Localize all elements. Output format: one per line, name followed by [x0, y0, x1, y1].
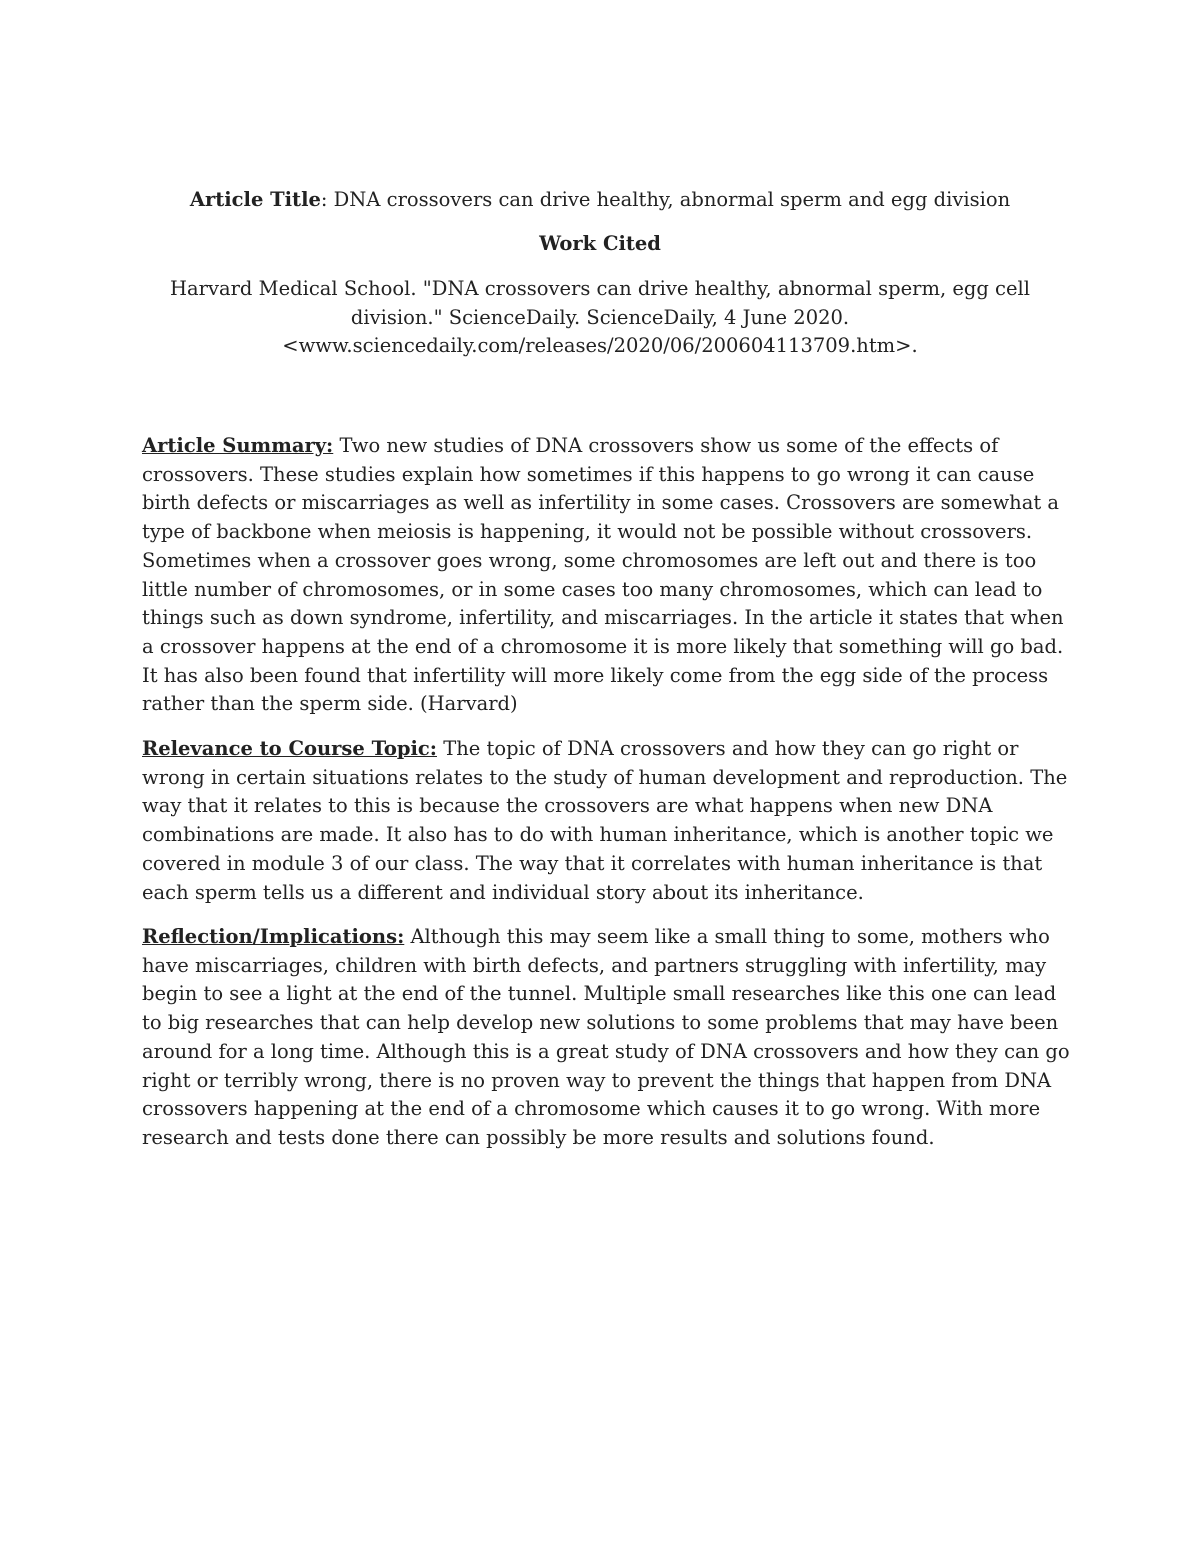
- article-title-text: DNA crossovers can drive healthy, abnormal sperm and egg division: [333, 188, 1011, 211]
- relevance-text: The topic of DNA crossovers and how they can go right or wrong in certain situations relates to the study of human development and reproduction. The way that it relates to this is because the crossovers are what happens when new DNA combinations are made. It also has to do with human inheritance, which is another topic we covered in module 3 of our class. The way that it correlates with human inheritance is that each sperm tells us a different and individual story about its inheritance.: [142, 737, 1068, 904]
- work-cited-heading: Work Cited: [539, 232, 661, 255]
- citation-line-1: Harvard Medical School. "DNA crossovers can drive healthy, abnormal sperm, egg cell: [170, 277, 1030, 300]
- reflection-label: Reflection/Implications:: [142, 925, 405, 948]
- article-title-line: [0, 186, 1200, 214]
- article-title-separator: :: [320, 188, 334, 211]
- citation-block: [150, 275, 1050, 361]
- article-summary-text: Two new studies of DNA crossovers show us some of the effects of crossovers. These studies explain how sometimes if this happens to go wrong it can cause birth defects or miscarriages as well as infertility in some cases. Crossovers are somewhat a type of backbone when meiosis is happening, it would not be possible without crossovers. Sometimes when a crossover goes wrong, some chromosomes are left out and there is too little number of chromosomes, or in some cases too many chromosomes, which can lead to things such as down syndrome, infertility, and miscarriages. In the article it states that when a crossover happens at the end of a chromosome it is more likely that something will go bad. It has also been found that infertility will more likely come from the egg side of the process rather than the sperm side. (Harvard): [142, 434, 1064, 716]
- citation-line-2: division." ScienceDaily. ScienceDaily, 4 June 2020.: [350, 305, 850, 329]
- reflection-text: Although this may seem like a small thing to some, mothers who have miscarriages, children with birth defects, and partners struggling with infertility, may begin to see a light at the end of the tunnel. Multiple small researches like this one can lead to big researches that can help develop new solutions to some problems that may have been around for a long time. Although this is a great study of DNA crossovers and how they can go right or terribly wrong, there is no proven way to prevent the things that happen from DNA crossovers happening at the end of a chromosome which causes it to go wrong. With more research and tests done there can possibly be more results and solutions found.: [142, 925, 1070, 1149]
- relevance-section: [142, 735, 1072, 907]
- reflection-section: [142, 923, 1072, 1153]
- article-summary-label: Article Summary:: [142, 434, 334, 457]
- article-summary-section: [142, 432, 1072, 719]
- citation-line-3: <www.sciencedaily.com/releases/2020/06/200604113709.htm>.: [282, 334, 918, 357]
- article-title-label: Article Title: [189, 188, 321, 211]
- relevance-label: Relevance to Course Topic:: [142, 737, 437, 760]
